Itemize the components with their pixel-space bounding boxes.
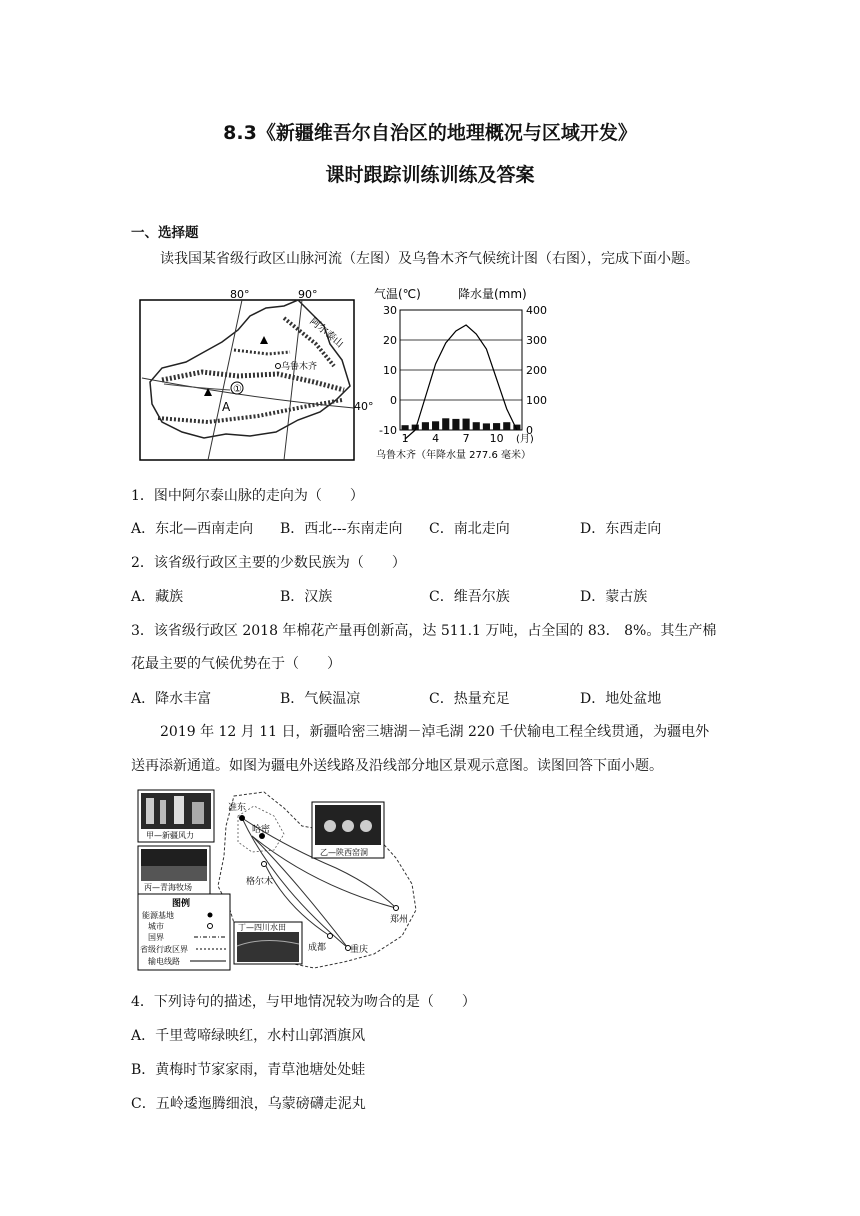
- chart-right-tick: 200: [526, 364, 547, 377]
- city-hami: 哈密: [252, 825, 271, 835]
- legend-box: [138, 894, 230, 970]
- q3-option-a[interactable]: A．降水丰富: [131, 691, 212, 707]
- chart-right-tick: 100: [526, 394, 547, 407]
- doc-title: 8.3《新疆维吾尔自治区的地理概况与区域开发》: [223, 122, 637, 144]
- q4-stem: 4．下列诗句的描述，与甲地情况较为吻合的是（ ）: [131, 994, 476, 1010]
- chart-x-unit: (月): [516, 434, 534, 445]
- q3-stem-line1: 3．该省级行政区 2018 年棉花产量再创新高，达 511.1 万吨，占全国的 83． 8%。其生产棉: [131, 623, 717, 639]
- precip-bar: [422, 422, 429, 430]
- q1-option-d[interactable]: D．东西走向: [580, 521, 662, 537]
- legend-border: 国界: [148, 933, 164, 942]
- q1-option-a[interactable]: A．东北—西南走向: [131, 521, 254, 537]
- section-heading: 一、选择题: [131, 225, 199, 241]
- precip-bar: [483, 423, 490, 430]
- thumb-ding: [234, 922, 302, 964]
- q3-stem-line2: 花最主要的气候优势在于（ ）: [131, 656, 341, 672]
- precip-bar: [493, 423, 500, 430]
- intro-text-2-line2: 送再添新通道。如图为疆电外送线路及沿线部分地区景观示意图。读图回答下面小题。: [131, 758, 663, 774]
- q4-option-b[interactable]: B．黄梅时节家家雨，青草池塘处处蛙: [131, 1062, 366, 1078]
- precip-bar: [402, 425, 409, 430]
- thumb-jia: [138, 790, 214, 842]
- q2-stem: 2．该省级行政区主要的少数民族为（ ）: [131, 555, 406, 571]
- legend-title: 图例: [172, 899, 191, 909]
- q2-option-d[interactable]: D．蒙古族: [580, 589, 648, 605]
- q1-option-c[interactable]: C．南北走向: [429, 521, 510, 537]
- lon-90-label: 90°: [298, 288, 318, 301]
- chart-left-title: 气温(℃): [374, 287, 421, 301]
- q4-option-a[interactable]: A．千里莺啼绿映红，水村山郭酒旗风: [131, 1028, 366, 1044]
- point-a-label: A: [222, 400, 231, 414]
- precip-bar: [473, 422, 480, 430]
- q2-option-b[interactable]: B．汉族: [280, 589, 333, 605]
- chart-right-title: 降水量(mm): [458, 287, 527, 301]
- thumb-bing: [138, 846, 210, 894]
- chart-right-tick: 0: [526, 424, 533, 437]
- chart-left-tick: -10: [379, 424, 397, 437]
- chart-x-tick: 1: [401, 432, 409, 445]
- chart-x-tick: 7: [462, 432, 470, 445]
- intro-text-2-line1: 2019 年 12 月 11 日，新疆哈密三塘湖－淖毛湖 220 千伏输电工程全线贯通，为疆电外: [160, 724, 710, 740]
- thumb-yi: [312, 802, 384, 858]
- precip-bar: [432, 421, 439, 430]
- city-golmud: 格尔木: [246, 877, 274, 887]
- chart-right-tick: 300: [526, 334, 547, 347]
- power-line-map: [134, 786, 424, 974]
- city-chengdu: 成都: [308, 943, 327, 953]
- intro-text-1: 读我国某省级行政区山脉河流（左图）及乌鲁木齐气候统计图（右图），完成下面小题。: [160, 251, 699, 267]
- thumb-jia-caption: 甲—新疆风力: [146, 831, 194, 840]
- altai-label: 阿尔泰山: [307, 316, 346, 351]
- urumqi-label: 乌鲁木齐: [281, 362, 318, 372]
- q1-stem: 1．图中阿尔泰山脉的走向为（ ）: [131, 488, 364, 504]
- q2-option-c[interactable]: C．维吾尔族: [429, 589, 510, 605]
- precip-bar: [463, 419, 470, 430]
- city-zhengzhou: 郑州: [390, 915, 409, 925]
- thumb-yi-caption: 乙—陕西窑洞: [320, 848, 368, 857]
- q3-option-d[interactable]: D．地处盆地: [580, 691, 662, 707]
- legend-city: 城市: [148, 922, 164, 931]
- chart-x-tick: 4: [432, 432, 440, 445]
- precip-bar: [452, 419, 459, 430]
- q1-option-b[interactable]: B．西北---东南走向: [280, 521, 403, 537]
- legend-energy-base: 能源基地: [142, 911, 174, 920]
- q3-option-c[interactable]: C．热量充足: [429, 691, 510, 707]
- chart-right-tick: 400: [526, 304, 547, 317]
- city-chongqing: 重庆: [350, 945, 369, 955]
- chart-left-tick: 0: [390, 394, 397, 407]
- q3-option-b[interactable]: B．气候温凉: [280, 691, 361, 707]
- chart-left-tick: 10: [383, 364, 397, 377]
- city-zhundong: 准东: [228, 803, 247, 813]
- legend-province-border: 省级行政区界: [140, 945, 188, 954]
- chart-left-tick: 20: [383, 334, 397, 347]
- chart-x-tick: 10: [489, 432, 504, 445]
- climate-chart: [372, 286, 564, 466]
- thumb-bing-caption: 丙—青海牧场: [144, 883, 192, 892]
- q4-option-c[interactable]: C．五岭逶迤腾细浪，乌蒙磅礴走泥丸: [131, 1096, 366, 1112]
- q2-option-a[interactable]: A．藏族: [131, 589, 184, 605]
- precip-bar: [442, 418, 449, 430]
- point-1-label: ①: [233, 384, 242, 395]
- lat-40-label: 40°: [354, 400, 374, 413]
- precip-bar: [503, 422, 510, 430]
- province-map: [138, 286, 374, 464]
- doc-subtitle: 课时跟踪训练训练及答案: [325, 164, 535, 186]
- chart-caption: 乌鲁木齐（年降水量 277.6 毫米）: [376, 450, 531, 461]
- temperature-line: [405, 325, 517, 439]
- chart-left-tick: 30: [383, 304, 397, 317]
- thumb-ding-caption: 丁—四川水田: [238, 923, 286, 932]
- legend-power-line: 输电线路: [148, 957, 180, 966]
- lon-80-label: 80°: [230, 288, 250, 301]
